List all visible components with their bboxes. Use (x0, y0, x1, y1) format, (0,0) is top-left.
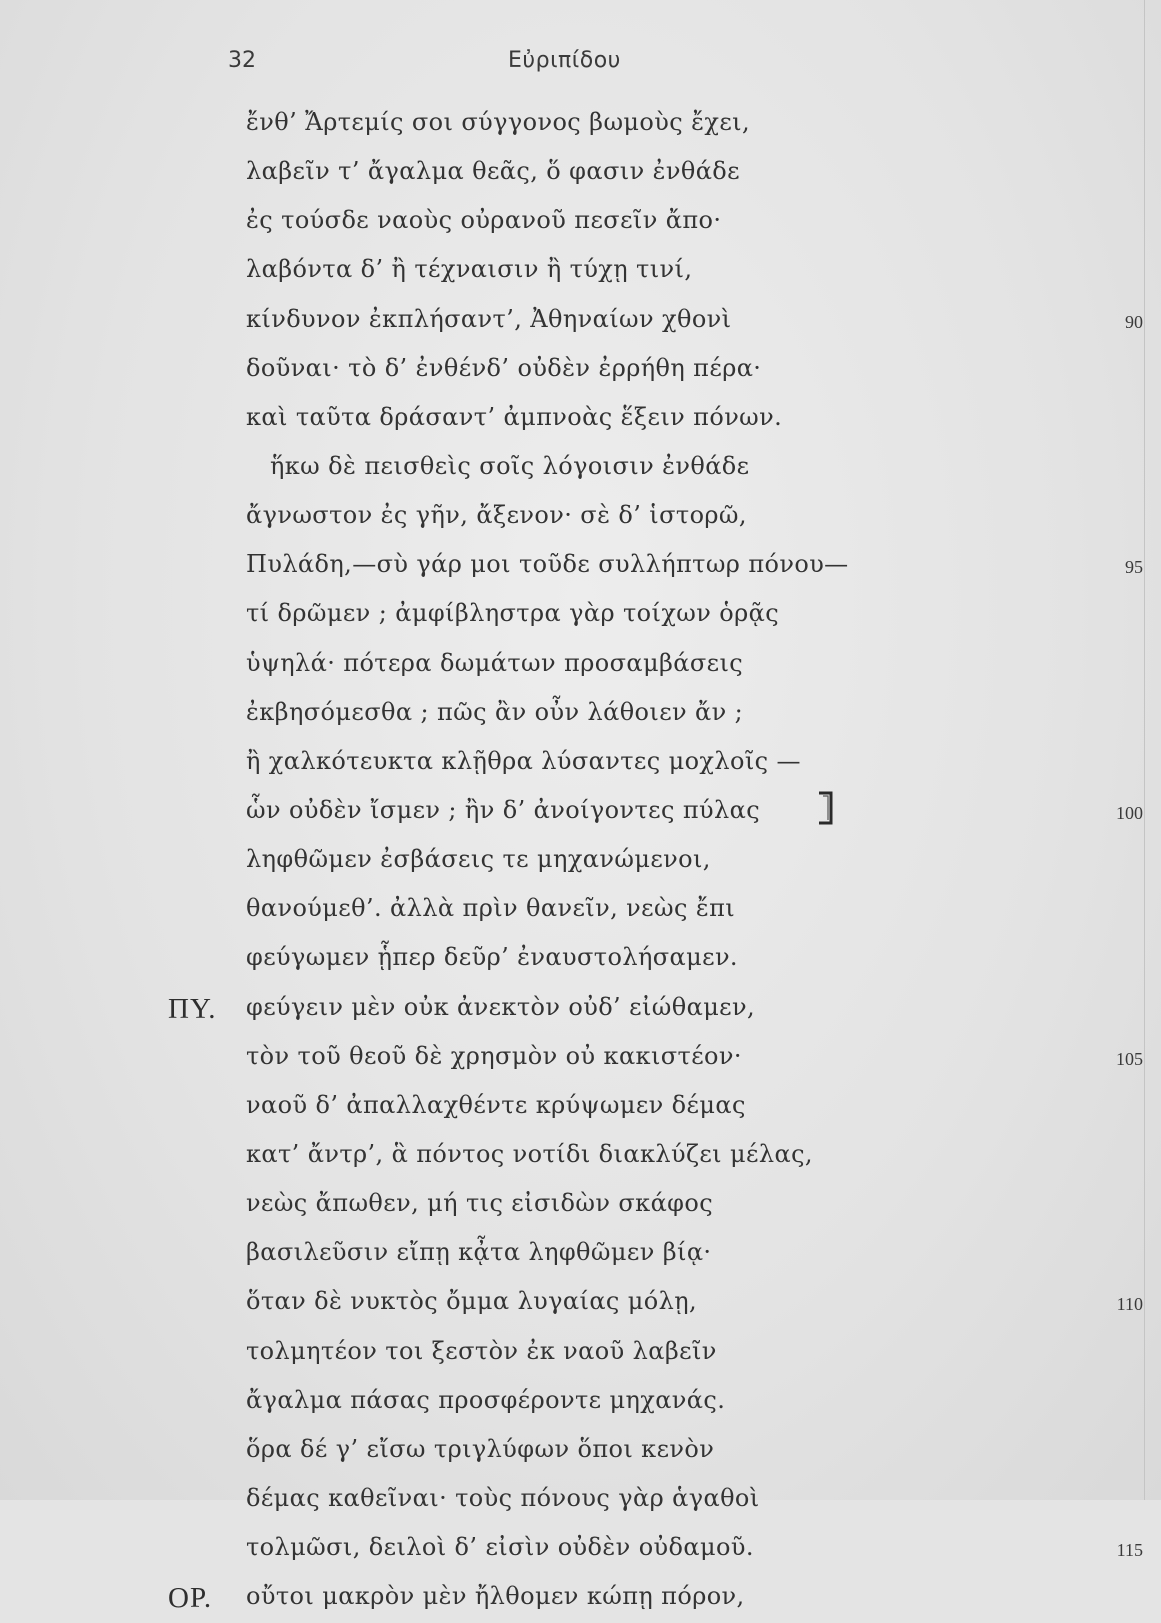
verse-text: τί δρῶμεν ; ἀμφίβληστρα γὰρ τοίχων ὁρᾷς (246, 599, 780, 628)
verse-text: ἄγνωστον ἐς γῆν, ἄξενον· σὲ δ’ ἱστορῶ, (246, 501, 747, 530)
verse-text: ὅταν δὲ νυκτὸς ὄμμα λυγαίας μόλῃ, (246, 1287, 698, 1316)
verse-line (0, 886, 1161, 935)
verse-text: τὸν τοῦ θεοῦ δὲ χρησμὸν οὐ κακιστέον· (246, 1041, 742, 1070)
verse-line (0, 739, 1161, 788)
verse-text: κίνδυνον ἐκπλήσαντ’, Ἀθηναίων χθονὶ (246, 304, 732, 333)
verse-text: δοῦναι· τὸ δ’ ἐνθένδ’ οὐδὲν ἐρρήθη πέρα· (246, 353, 762, 382)
verse-text: βασιλεῦσιν εἴπῃ κᾆτα ληφθῶμεν βίᾳ· (246, 1238, 712, 1267)
verse-text: φεύγειν μὲν οὐκ ἀνεκτὸν οὐδ’ εἰώθαμεν, (246, 992, 756, 1021)
verse-text: δέμας καθεῖναι· τοὺς πόνους γὰρ ἁγαθοὶ (246, 1483, 760, 1512)
verse-text: ὧν οὐδὲν ἴσμεν ; ἢν δ’ ἀνοίγοντες πύλας (246, 795, 761, 824)
verse-line (0, 247, 1161, 296)
verse-line (0, 149, 1161, 198)
page-header (0, 48, 1161, 82)
verse-text: ἢ χαλκότευκτα κλῇθρα λύσαντες μοχλοῖς — (246, 746, 801, 775)
verse-line (0, 935, 1161, 984)
verse-text: ἄγαλμα πάσας προσφέροντε μηχανάς. (246, 1385, 726, 1414)
verse-text: καὶ ταῦτα δράσαντ’ ἀμπνοὰς ἕξειν πόνων. (246, 402, 783, 431)
verse-line (0, 788, 1161, 837)
line-number: 110 (1116, 1294, 1143, 1315)
line-number: 95 (1125, 557, 1143, 578)
line-number: 115 (1116, 1540, 1143, 1561)
verse-text: νεὼς ἄπωθεν, μή τις εἰσιδὼν σκάφος (246, 1189, 714, 1218)
verse-line (0, 837, 1161, 886)
verse-text: ναοῦ δ’ ἀπαλλαχθέντε κρύψωμεν δέμας (246, 1090, 746, 1119)
verse-line (0, 641, 1161, 690)
verse-text: ἐκβησόμεσθα ; πῶς ἂν οὖν λάθοιεν ἄν ; (246, 697, 744, 726)
verse-line (0, 542, 1161, 591)
verse-line (0, 100, 1161, 149)
verse-line (0, 1476, 1161, 1525)
verse-line (0, 690, 1161, 739)
line-number: 90 (1125, 311, 1143, 332)
verse-line (0, 1427, 1161, 1476)
verse-line (0, 493, 1161, 542)
verse-line (0, 1083, 1161, 1132)
verse-text: τολμητέον τοι ξεστὸν ἐκ ναοῦ λαβεῖν (246, 1336, 717, 1365)
verse-line (0, 1034, 1161, 1083)
verse-line (0, 985, 1161, 1034)
verse-line (0, 1230, 1161, 1279)
verse-text: οὔτοι μακρὸν μὲν ἤλθομεν κώπῃ πόρον, (246, 1582, 745, 1611)
verse-line (0, 1279, 1161, 1328)
page-number: 32 (228, 48, 256, 73)
line-number: 105 (1116, 1048, 1143, 1069)
verse-text: Πυλάδη,—σὺ γάρ μοι τοῦδε συλλήπτωρ πόνου— (246, 550, 849, 579)
verse-line (0, 346, 1161, 395)
verse-line (0, 444, 1161, 493)
verse-text: κατ’ ἄντρ’, ἃ πόντος νοτίδι διακλύζει μέλας, (246, 1139, 813, 1168)
verse-text: ληφθῶμεν ἐσβάσεις τε μηχανώμενοι, (246, 845, 711, 874)
verse-text: τολμῶσι, δειλοὶ δ’ εἰσὶν οὐδὲν οὐδαμοῦ. (246, 1533, 754, 1562)
verse-line (0, 1574, 1161, 1623)
verse-text: φεύγωμεν ᾗπερ δεῦρ’ ἐναυστολήσαμεν. (246, 943, 738, 972)
verse-line (0, 1525, 1161, 1574)
verse-text-block (0, 100, 1161, 1623)
line-number: 100 (1116, 802, 1143, 823)
verse-line (0, 297, 1161, 346)
verse-text: ἔνθ’ Ἄρτεμίς σοι σύγγονος βωμοὺς ἔχει, (246, 108, 751, 136)
verse-text: ὅρα δέ γ’ εἴσω τριγλύφων ὅποι κενὸν (246, 1434, 715, 1463)
verse-text: λαβόντα δ’ ἢ τέχναισιν ἢ τύχῃ τινί, (246, 255, 693, 284)
verse-line (0, 1181, 1161, 1230)
pencil-bracket-mark (817, 790, 835, 826)
running-title: Εὐριπίδου (508, 48, 621, 73)
speaker-label: ΠΥ. (168, 992, 217, 1025)
verse-line (0, 198, 1161, 247)
verse-line (0, 1132, 1161, 1181)
verse-line (0, 1329, 1161, 1378)
verse-text: θανούμεθ’. ἀλλὰ πρὶν θανεῖν, νεὼς ἔπι (246, 894, 736, 923)
verse-text: ὑψηλά· πότερα δωμάτων προσαμβάσεις (246, 648, 744, 677)
verse-text: ἥκω δὲ πεισθεὶς σοῖς λόγοισιν ἐνθάδε (270, 451, 750, 480)
verse-line (0, 591, 1161, 640)
verse-line (0, 395, 1161, 444)
verse-text: ἐς τούσδε ναοὺς οὐρανοῦ πεσεῖν ἄπο· (246, 206, 722, 235)
verse-text: λαβεῖν τ’ ἄγαλμα θεᾶς, ὅ φασιν ἐνθάδε (246, 157, 740, 186)
speaker-label: ΟΡ. (168, 1582, 213, 1615)
verse-line (0, 1378, 1161, 1427)
